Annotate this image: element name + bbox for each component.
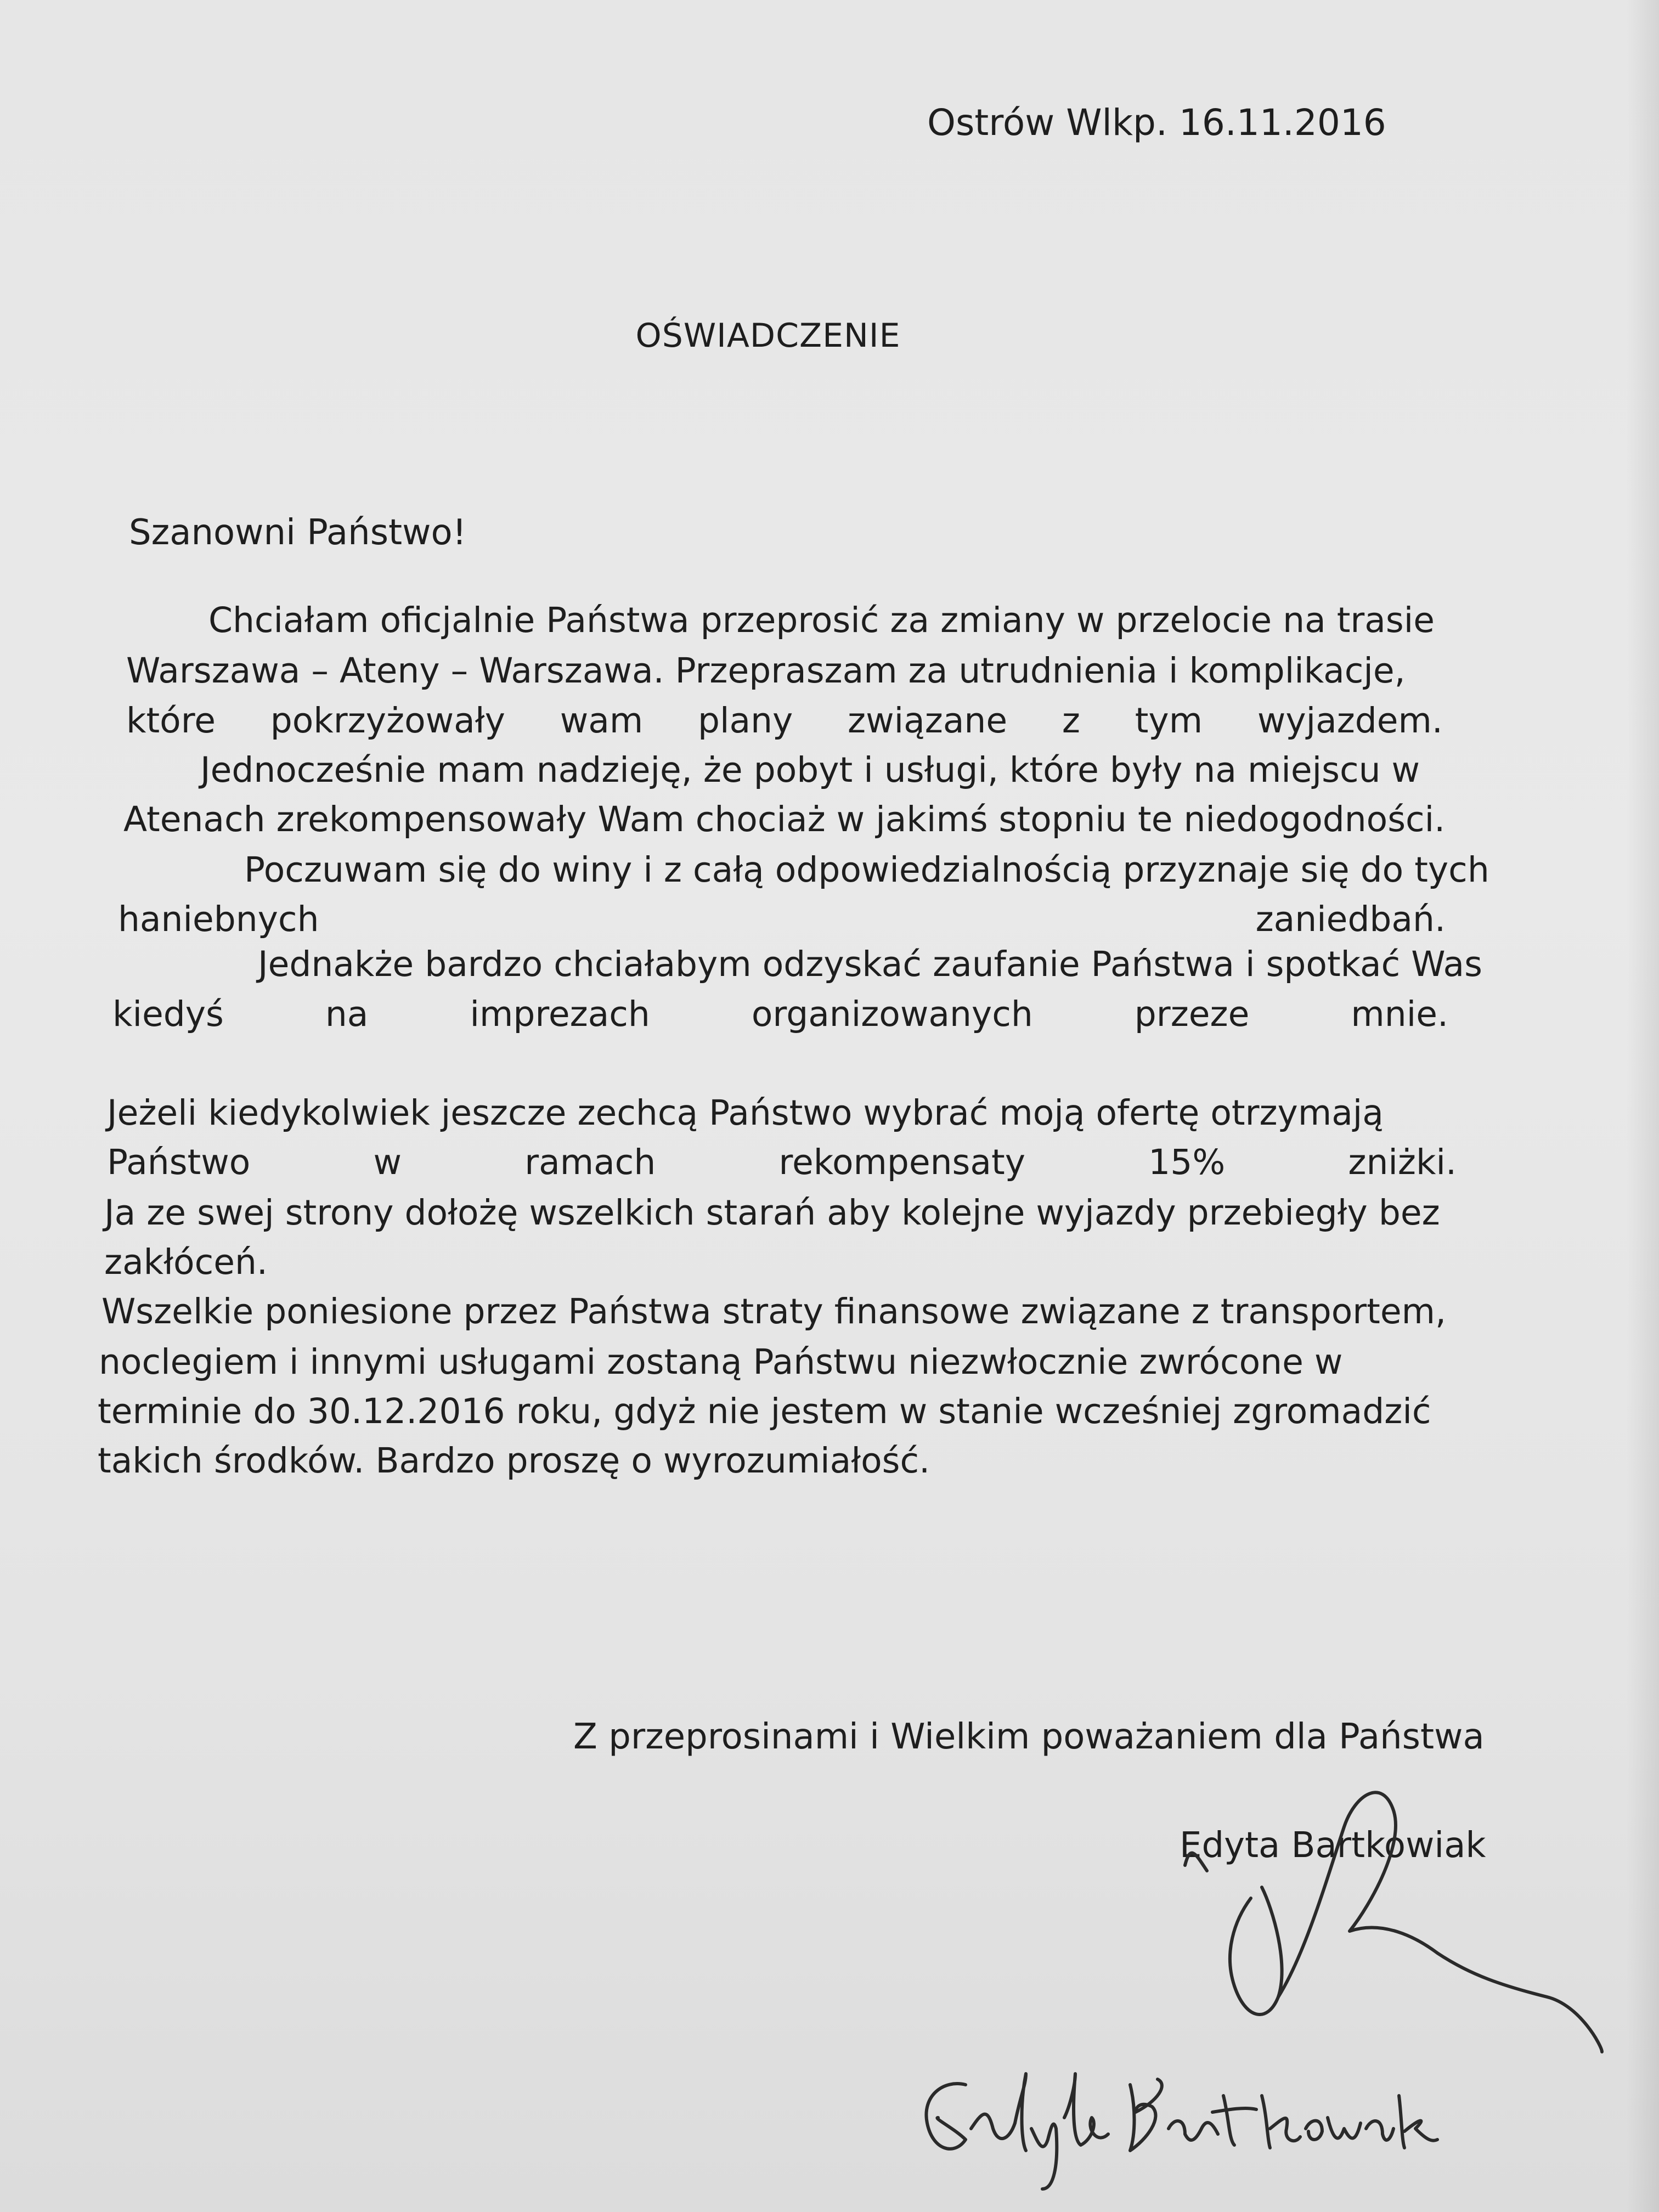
- body-line: noclegiem i innymi usługami zostaną Państwu niezwłocznie zwrócone w: [99, 1342, 1343, 1382]
- body-word: z: [1062, 701, 1080, 741]
- body-line: Poczuwam się do winy i z całą odpowiedzialnością przyznaje się do tych: [244, 850, 1489, 890]
- body-word: kiedyś: [112, 994, 224, 1034]
- body-word: w: [373, 1142, 402, 1182]
- place-date: Ostrów Wlkp. 16.11.2016: [927, 101, 1386, 144]
- body-word: na: [325, 994, 369, 1034]
- body-line: Jeżeli kiedykolwiek jeszcze zechcą Państwo wybrać moją ofertę otrzymają: [107, 1093, 1384, 1133]
- closing-line: Z przeprosinami i Wielkim poważaniem dla Państwa: [573, 1717, 1485, 1757]
- body-line: Chciałam oficjalnie Państwa przeprosić za zmiany w przelocie na trasie: [208, 600, 1435, 640]
- body-word: wyjazdem.: [1257, 701, 1443, 741]
- body-line: terminie do 30.12.2016 roku, gdyż nie jestem w stanie wcześniej zgromadzić: [98, 1391, 1431, 1431]
- body-line: Warszawa – Ateny – Warszawa. Przepraszam za utrudnienia i komplikacje,: [126, 651, 1406, 691]
- body-word: ramach: [524, 1142, 656, 1182]
- body-word: wam: [560, 701, 644, 741]
- body-word: zniżki.: [1348, 1142, 1457, 1182]
- body-word: plany: [697, 701, 793, 741]
- body-line: Wszelkie poniesione przez Państwa straty finansowe związane z transportem,: [101, 1291, 1447, 1331]
- body-line: zakłóceń.: [104, 1242, 268, 1282]
- body-word: przeze: [1134, 994, 1250, 1034]
- body-word: które: [126, 701, 216, 741]
- body-line: Atenach zrekompensowały Wam chociaż w jakimś stopniu te niedogodności.: [123, 799, 1446, 839]
- body-word: imprezach: [470, 994, 650, 1034]
- body-word: zaniedbań.: [1255, 899, 1446, 939]
- body-word: Państwo: [107, 1142, 251, 1182]
- salutation: Szanowni Państwo!: [129, 512, 467, 553]
- body-word: organizowanych: [751, 994, 1033, 1034]
- body-word: pokrzyżowały: [270, 701, 505, 741]
- body-line: Ja ze swej strony dołożę wszelkich starań aby kolejne wyjazdy przebiegły bez: [104, 1193, 1440, 1233]
- body-line-justified: [118, 894, 1446, 945]
- body-word: haniebnych: [118, 899, 319, 939]
- signatory-name: Edyta Bartkowiak: [1180, 1825, 1486, 1866]
- document-title: OŚWIADCZENIE: [635, 317, 901, 355]
- body-word: związane: [848, 701, 1008, 741]
- paper-edge-shadow: [1626, 0, 1659, 2212]
- body-line: Jednocześnie mam nadzieję, że pobyt i usługi, które były na miejscu w: [200, 750, 1420, 790]
- body-word: 15%: [1148, 1142, 1226, 1182]
- body-word: tym: [1135, 701, 1203, 741]
- body-line: takich środków. Bardzo proszę o wyrozumiałość.: [98, 1441, 930, 1481]
- body-line: Jednakże bardzo chciałabym odzyskać zaufanie Państwa i spotkać Was: [258, 944, 1482, 984]
- body-line-justified: [126, 696, 1443, 746]
- body-word: rekompensaty: [778, 1142, 1025, 1182]
- body-word: mnie.: [1351, 994, 1448, 1034]
- body-line-justified: [112, 989, 1448, 1040]
- body-line-justified: [107, 1137, 1457, 1188]
